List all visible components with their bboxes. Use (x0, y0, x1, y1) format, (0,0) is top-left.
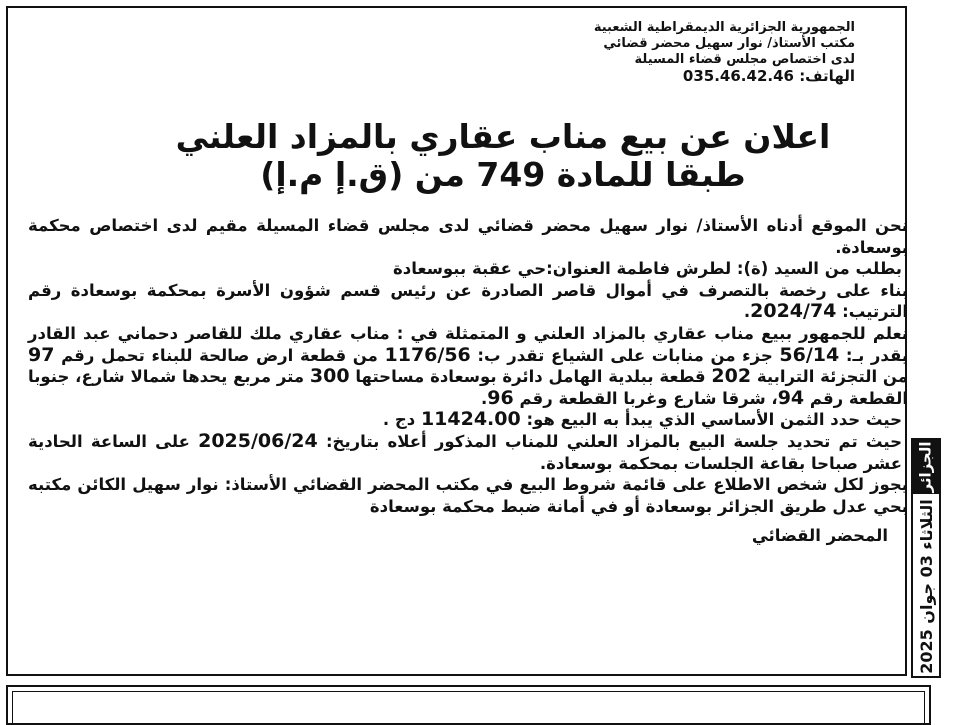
authorization-number: 2024/74 (750, 300, 837, 323)
header-office: مكتب الأستاذ/ نوار سهيل محضر قضائي (603, 36, 855, 51)
property-share: 56/14 (779, 343, 840, 366)
brand-label: الجزائر (917, 441, 935, 493)
notice-title (128, 118, 878, 194)
issue-date (913, 496, 939, 676)
price-currency: دج . (382, 410, 416, 430)
title-prefix: طبقا للمادة (556, 155, 746, 194)
newspaper-brand (913, 440, 939, 494)
base-price: 11424.00 (420, 408, 521, 431)
session-date: 2025/06/24 (198, 429, 318, 452)
header-jurisdiction: لدى اختصاص مجلس قضاء المسيلة (634, 52, 855, 67)
next-notice-frame (6, 685, 931, 725)
price-text: حيث حدد الثمن الأساسي الذي يبدأ به البيع هو: (526, 410, 902, 430)
property-text-g: ، شرقا شارع وغربا القطعة رقم (519, 388, 778, 408)
session-text-b: على الساعة الحادية عشر صباحا بقاعة الجلسات بمحكمة بوسعادة. (28, 431, 902, 473)
property-text-b: جزء من منابات على الشياع تقدر ب: (477, 345, 773, 365)
property-text-f: متر مربع يحدها شمالا شارع، جنوبا القطعة رقم (28, 367, 908, 408)
property-area: 300 (309, 365, 350, 388)
property-text-h: . (480, 388, 488, 408)
property-text-d: من التجزئة الترابية (756, 367, 908, 387)
title-line-1: اعلان عن بيع مناب عقاري بالمزاد العلني (175, 117, 831, 156)
header-phone (255, 68, 855, 84)
property-plot-number: 97 (28, 343, 55, 366)
session-text: حيث تم تحديد جلسة البيع بالمزاد العلني للمناب المذكور أعلاه بتاريخ: (325, 431, 902, 451)
title-suffix: من (ق.إ م.إ) (260, 155, 465, 194)
property-south-plot: 94 (777, 386, 805, 409)
notice-body (28, 215, 908, 547)
issue-date-label: الثلاثاء 03 جوان 2025 (916, 498, 936, 674)
title-article-number: 749 (476, 155, 546, 194)
paragraph-session (28, 431, 908, 474)
paragraph-price (28, 409, 908, 431)
property-intro: نعلم للجمهور ببيع مناب عقاري بالمزاد العلني و المتمثلة في : مناب عقاري ملك للقاصر دحماني عبد القادر يقدر بـ: (28, 323, 909, 365)
paragraph-authorization (28, 280, 908, 323)
title-line-2 (128, 156, 878, 194)
next-notice-inner-border (12, 691, 925, 723)
paragraph-bailiff: نحن الموقع أدناه الأستاذ/ نوار سهيل محضر قضائي لدى مجلس قضاء المسيلة مقيم لدى اختصاص محكمة بوسعادة. (28, 216, 908, 257)
property-text-c: من قطعة ارض صالحة للبناء تحمل رقم (61, 345, 378, 365)
paragraph-conditions: يجوز لكل شخص الاطلاع على قائمة شروط البيع في مكتب المحضر القضائي الأستاذ: نوار سهيل الكائن مكتبه بحي عدل طريق الجزائر بوسعادة أو في أمانة ضبط محكمة بوسعادة (28, 475, 908, 516)
authorization-text: بناء على رخصة بالتصرف في أموال قاصر الصادرة عن رئيس قسم شؤون الأسرة بمحكمة بوسعادة رقم الترتيب: (28, 280, 908, 322)
property-west-plot: 96 (487, 386, 514, 409)
notice-frame (6, 6, 907, 676)
property-subdivision: 202 (711, 365, 752, 388)
paragraph-property (28, 323, 908, 409)
property-total-share: 1176/56 (384, 343, 471, 366)
side-tab (911, 438, 941, 678)
signature: المحضر القضائي (751, 526, 888, 546)
header-republic: الجمهورية الجزائرية الديمقراطية الشعبية (593, 20, 855, 35)
paragraph-requester: بطلب من السيد (ة): لطرش فاطمة العنوان:حي عقبة ببوسعادة (392, 259, 902, 279)
authorization-end: . (743, 302, 751, 322)
property-text-e: قطعة ببلدية الهامل دائرة بوسعادة مساحتها (355, 367, 706, 387)
phone-number: 035.46.42.46 (682, 67, 794, 85)
notice-header (255, 20, 855, 84)
phone-label: الهاتف: (799, 67, 855, 85)
